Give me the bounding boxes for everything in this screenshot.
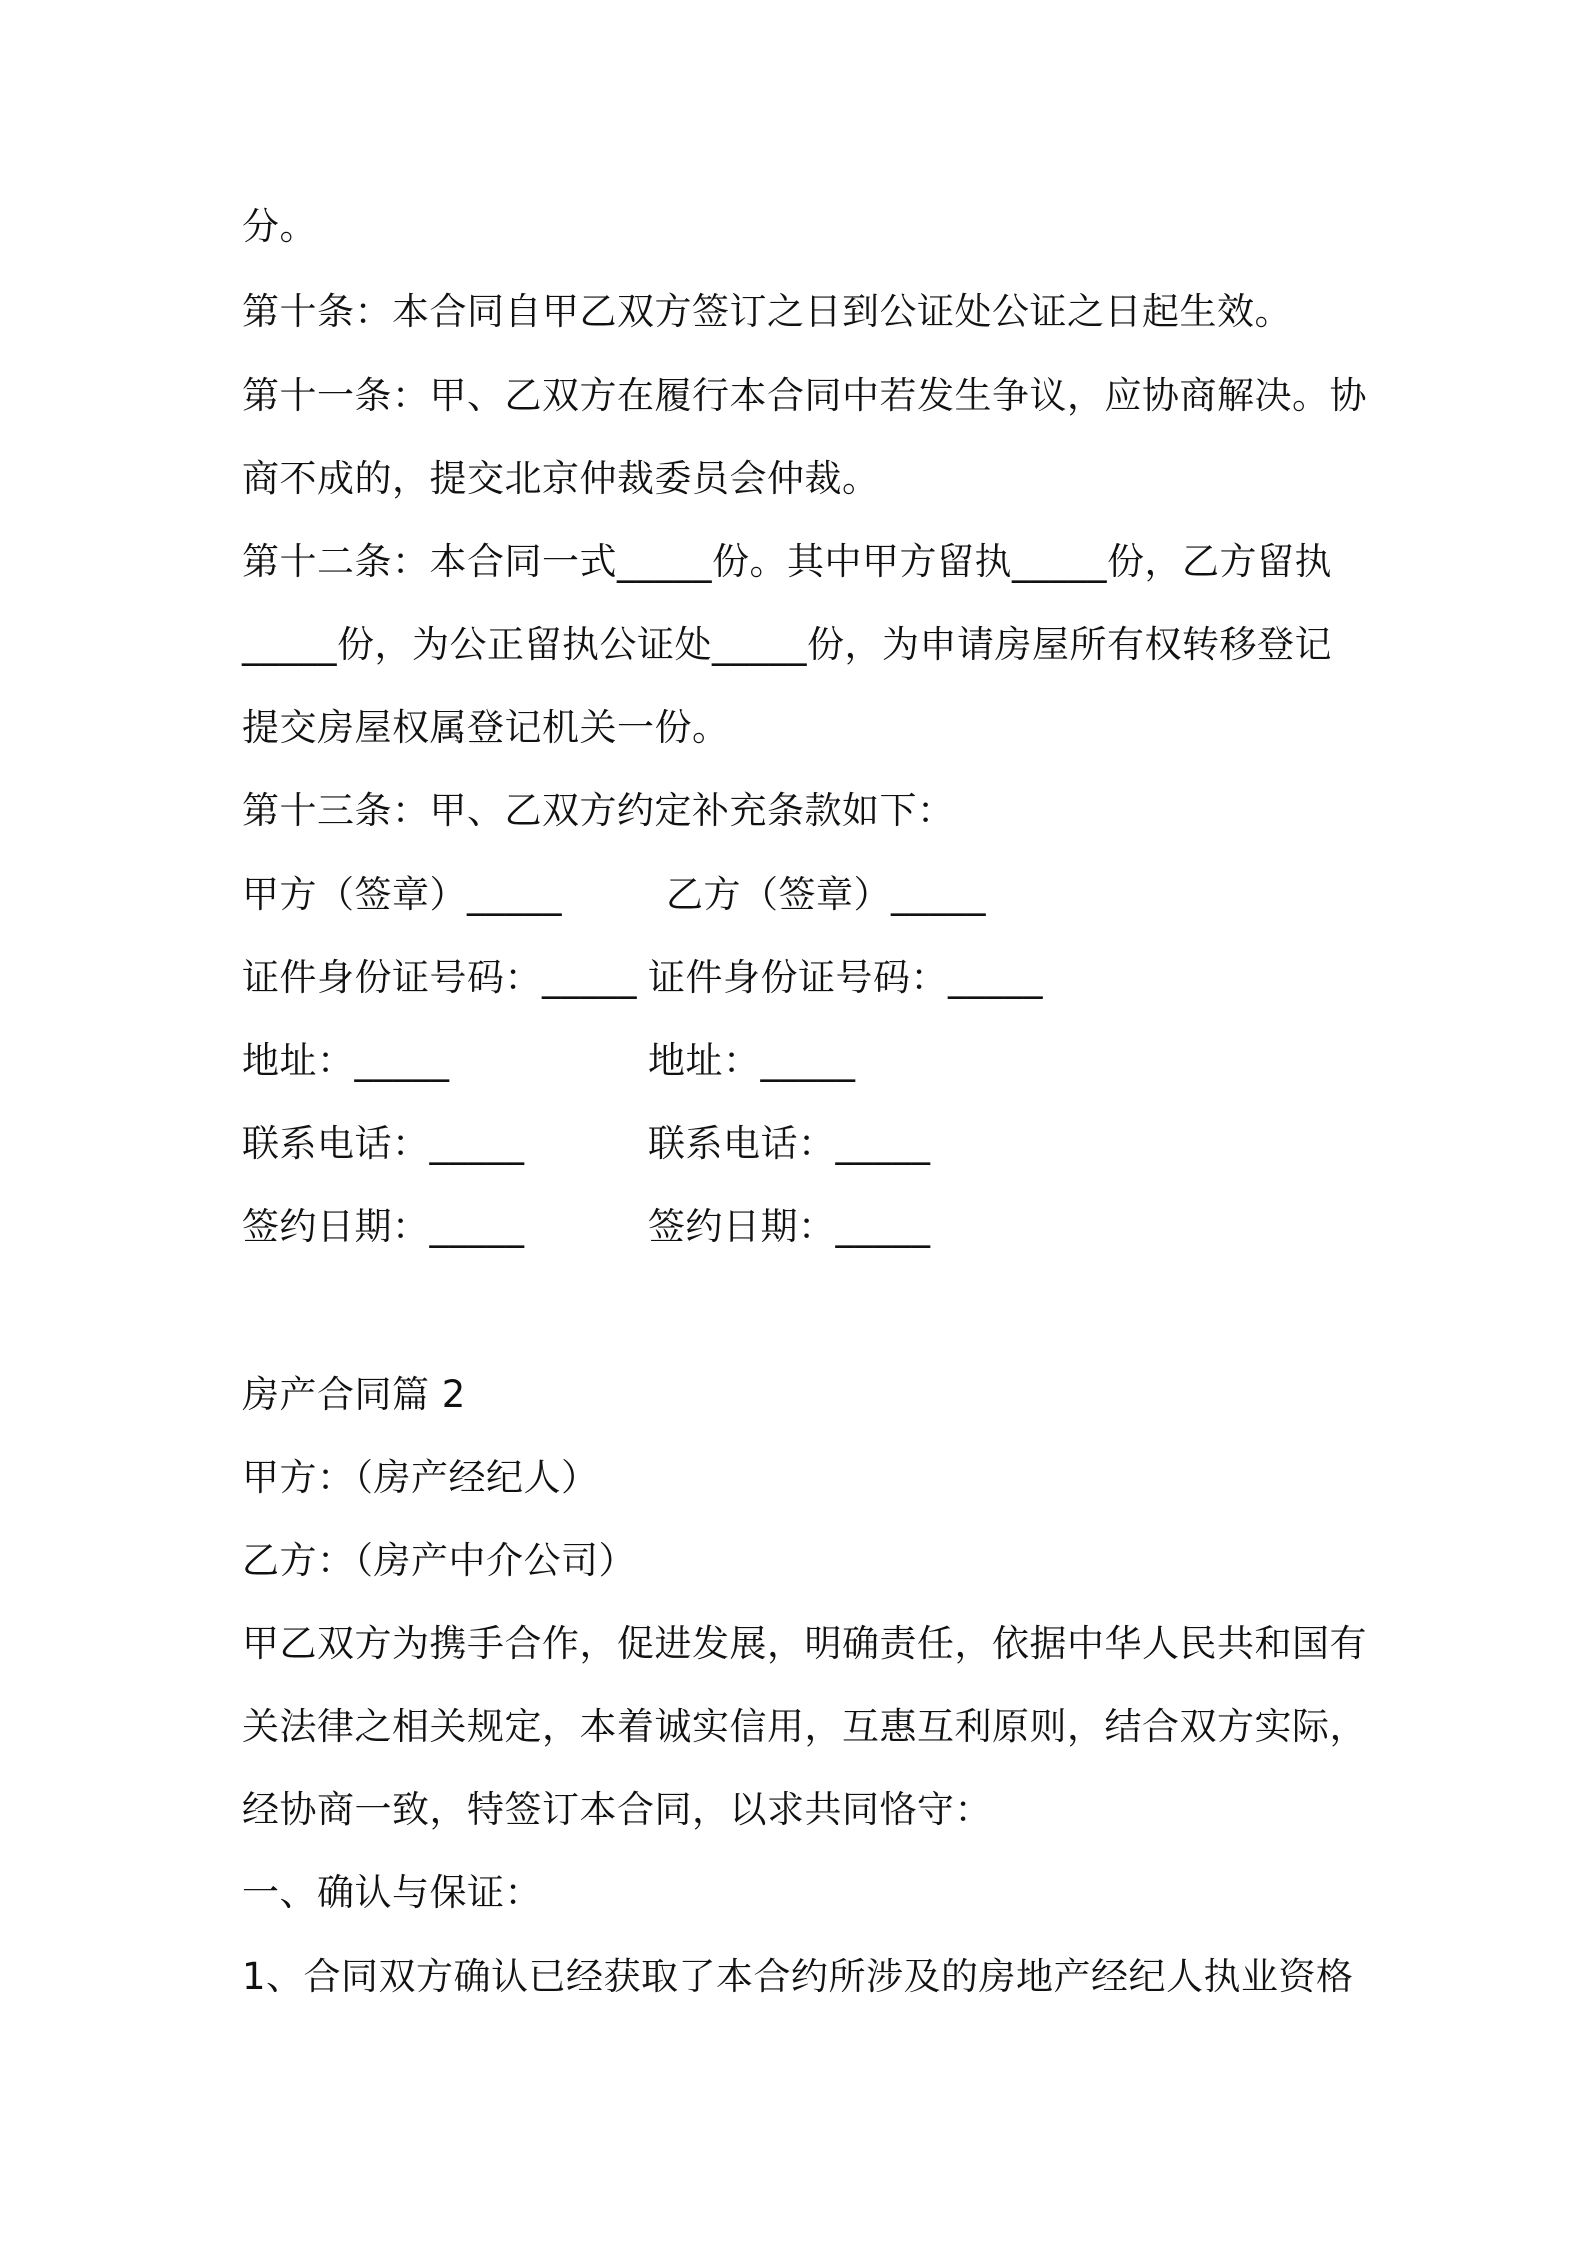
party-b-id: 证件身份证号码：_____: [648, 956, 1043, 999]
section-2-intro-line-2: 关法律之相关规定，本着诚实信用，互惠互利原则，结合双方实际，: [242, 1705, 1367, 1748]
section-2-intro-line-3: 经协商一致，特签订本合同，以求共同恪守：: [242, 1788, 992, 1831]
party-b-date: 签约日期：_____: [648, 1205, 931, 1248]
section-2-party-a: 甲方：（房产经纪人）: [242, 1456, 599, 1499]
section-2-intro-line-1: 甲乙双方为携手合作，促进发展，明确责任，依据中华人民共和国有: [242, 1622, 1367, 1665]
article-12-line-2: _____份，为公正留执公证处_____份，为申请房屋所有权转移登记: [242, 623, 1332, 666]
article-11-line-1: 第十一条：甲、乙双方在履行本合同中若发生争议，应协商解决。协: [242, 374, 1367, 417]
party-a-seal: 甲方（签章）_____: [242, 873, 562, 916]
article-12-line-1: 第十二条：本合同一式_____份。其中甲方留执_____份，乙方留执: [242, 540, 1332, 583]
party-b-seal: 乙方（签章）_____: [666, 873, 986, 916]
party-b-phone: 联系电话：_____: [648, 1122, 931, 1165]
section-2-party-b: 乙方：（房产中介公司）: [242, 1539, 636, 1582]
article-12-line-3: 提交房屋权属登记机关一份。: [242, 706, 730, 749]
clause-1-item-1: 1、合同双方确认已经获取了本合约所涉及的房地产经纪人执业资格: [242, 1955, 1354, 1998]
text-line-1: 分。: [242, 205, 317, 248]
clause-1-title: 一、确认与保证：: [242, 1871, 542, 1914]
party-b-address: 地址：_____: [648, 1039, 856, 1082]
party-a-address: 地址：_____: [242, 1039, 450, 1082]
party-a-phone: 联系电话：_____: [242, 1122, 525, 1165]
section-2-heading: 房产合同篇 2: [242, 1373, 466, 1416]
article-10: 第十条：本合同自甲乙双方签订之日到公证处公证之日起生效。: [242, 290, 1292, 333]
article-13: 第十三条：甲、乙双方约定补充条款如下：: [242, 789, 955, 832]
party-a-id: 证件身份证号码：_____: [242, 956, 637, 999]
article-11-line-2: 商不成的，提交北京仲裁委员会仲裁。: [242, 457, 880, 500]
party-a-date: 签约日期：_____: [242, 1205, 525, 1248]
